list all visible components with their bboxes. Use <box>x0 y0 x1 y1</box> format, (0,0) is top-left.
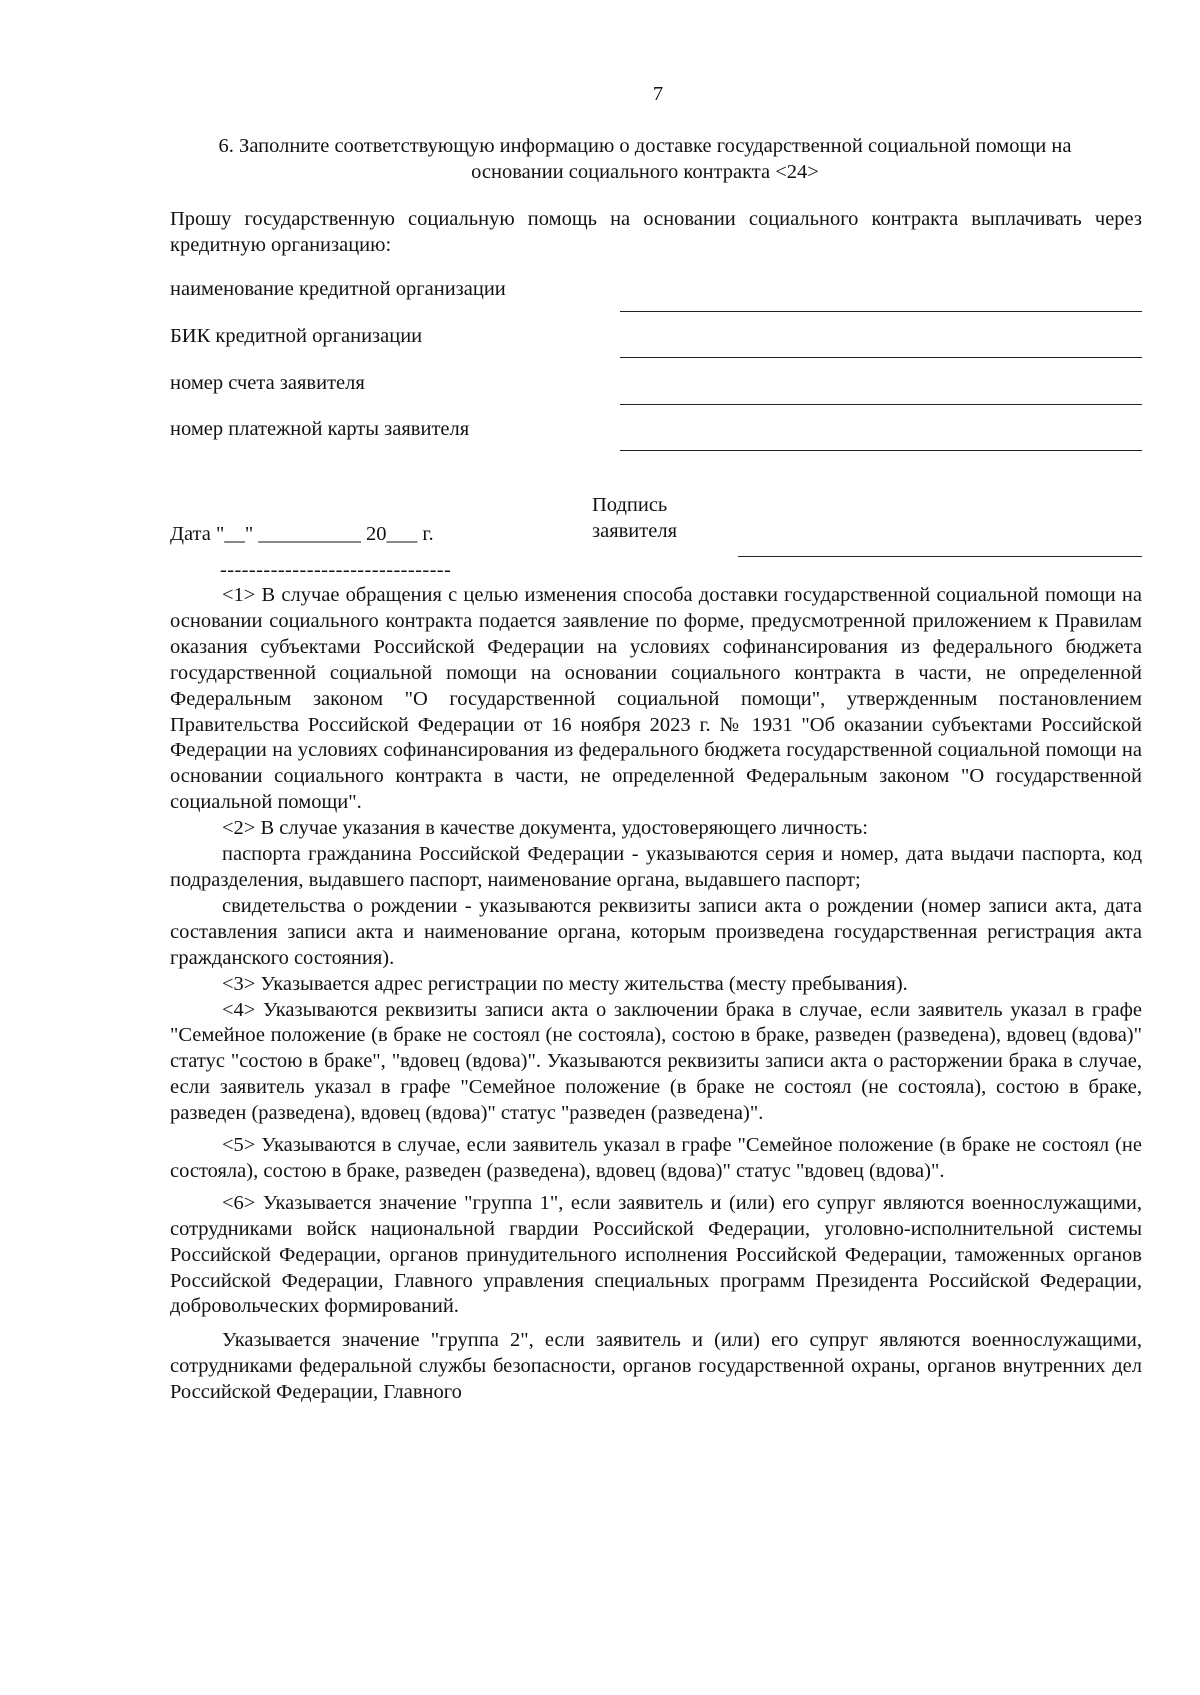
footnote-2-passport: паспорта гражданина Российской Федерации - указываются серия и номер, дата выдачи паспорта, код подразделения, выдавшего паспорт, наименование органа, выдавшего паспорт; <box>170 843 1142 891</box>
payment-card-number-field[interactable] <box>620 450 1142 451</box>
signature-label: Подпись заявителя <box>592 494 677 542</box>
credit-org-name-label: наименование кредитной организации <box>170 278 506 300</box>
footnote-6: <6> Указывается значение "группа 1", если заявитель и (или) его супруг являются военнослужащими, сотрудниками войск национальной гвардии Российской Федерации, уголовно-исполнительной системы Российской Федерации, органов принудительного исполнения Российской Федерации, таможенных органов Российской Федерации, Главного управления специальных программ Президента Российской Федерации, добровольческих формирований. <box>170 1191 1142 1318</box>
signature-field[interactable] <box>738 556 1142 557</box>
intro-paragraph: Прошу государственную социальную помощь на основании социального контракта выплачивать через кредитную организацию: <box>170 208 1142 256</box>
footnote-separator: -------------------------------- <box>220 559 452 581</box>
section-heading: 6. Заполните соответствующую информацию о доставке государственной социальной помощи на основании социального контракта <24> <box>218 135 1072 183</box>
footnote-1: <1> В случае обращения с целью изменения способа доставки государственной социальной помощи на основании социального контракта подается заявление по форме, предусмотренной приложением к Правилам оказания субъектами Российской Федерации на условиях софинансирования из федерального бюджета государственной социальной помощи на основании социального контракта в части, не определенной Федеральным законом "О государственной социальной помощи", утвержденным постановлением Правительства Российской Федерации от 16 ноября 2023 г. № 1931 "Об оказании субъектами Российской Федерации на условиях софинансирования из федерального бюджета государственной социальной помощи на основании социального контракта в части, не определенной Федеральным законом "О государственной социальной помощи". <box>170 584 1142 814</box>
footnote-5: <5> Указываются в случае, если заявитель указал в графе "Семейное положение (в браке не состоял (не состояла), состою в браке, разведен (разведена), вдовец (вдова)" статус "вдовец (вдова)". <box>170 1134 1142 1182</box>
footnote-6-group-2: Указывается значение "группа 2", если заявитель и (или) его супруг являются военнослужащими, сотрудниками федеральной службы безопасности, органов государственной охраны, органов внутренних дел Российской Федерации, Главного <box>170 1329 1142 1404</box>
date-line: Дата "__" __________ 20___ г. <box>170 523 434 545</box>
account-number-field[interactable] <box>620 404 1142 405</box>
credit-org-name-field[interactable] <box>620 311 1142 312</box>
account-number-label: номер счета заявителя <box>170 372 365 394</box>
footnote-3: <3> Указывается адрес регистрации по месту жительства (месту пребывания). <box>222 972 908 995</box>
credit-org-bik-field[interactable] <box>620 357 1142 358</box>
payment-card-number-label: номер платежной карты заявителя <box>170 418 470 440</box>
footnote-4: <4> Указываются реквизиты записи акта о заключении брака в случае, если заявитель указал в графе "Семейное положение (в браке не состоял (не состояла), состою в браке, разведен (разведена), вдовец (вдова)" статус "состою в браке", "вдовец (вдова)". Указываются реквизиты записи акта о расторжении брака в случае, если заявитель указал в графе "Семейное положение (в браке не состоял (не состояла), состою в браке, разведен (разведена), вдовец (вдова)" статус "разведен (разведена)". <box>170 998 1142 1125</box>
footnote-2: <2> В случае указания в качестве документа, удостоверяющего личность: <box>222 817 868 840</box>
footnotes <box>170 583 1142 1406</box>
credit-org-bik-label: БИК кредитной организации <box>170 325 423 347</box>
footnote-2-birth-certificate: свидетельства о рождении - указываются реквизиты записи акта о рождении (номер записи акта, дата составления записи акта и наименование органа, которым произведена государственная регистрация акта гражданского состояния). <box>170 894 1142 969</box>
page-number: 7 <box>652 83 664 105</box>
